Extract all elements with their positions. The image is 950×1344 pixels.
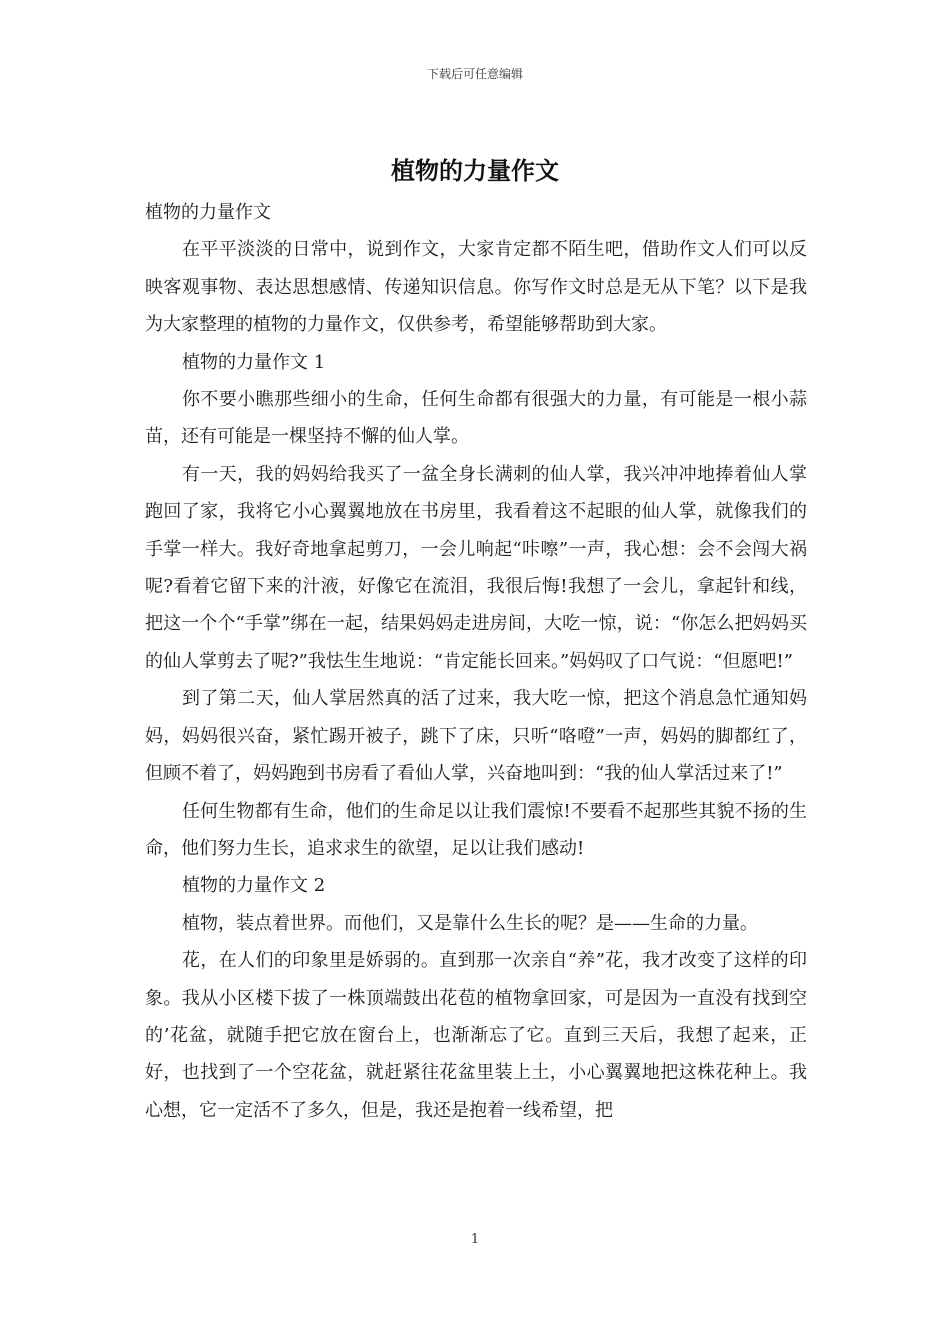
body-paragraph: 植物，装点着世界。而他们，又是靠什么生长的呢？是——生命的力量。 xyxy=(182,912,758,934)
body-paragraph: 任何生物都有生命，他们的生命足以让我们震惊!不要看不起那些其貌不扬的生命，他们努力生长，追求求生的欲望，足以让我们感动! xyxy=(145,800,807,859)
section-heading-2: 植物的力量作文 2 xyxy=(182,875,326,897)
body-paragraph: 花，在人们的印象里是娇弱的。直到那一次亲自“养”花，我才改变了这样的印象。我从小区楼下拔了一株顶端鼓出花苞的植物拿回家，可是因为一直没有找到空的’花盆，就随手把它放在窗台上，也渐渐忘了它。直到三天后，我想了起来，正好，也找到了一个空花盆，就赶紧往花盆里装上土，小心翼翼地把这株花种上。我心想，它一定活不了多久，但是，我还是抱着一线希望，把 xyxy=(145,950,807,1121)
document-title: 植物的力量作文 xyxy=(391,156,559,185)
intro-paragraph: 在平平淡淡的日常中，说到作文，大家肯定都不陌生吧，借助作文人们可以反映客观事物、表达思想感情、传递知识信息。你写作文时总是无从下笔？以下是我为大家整理的植物的力量作文，仅供参考，希望能够帮助到大家。 xyxy=(145,239,807,336)
body-paragraph: 到了第二天，仙人掌居然真的活了过来，我大吃一惊，把这个消息急忙通知妈妈，妈妈很兴奋，紧忙踢开被子，跳下了床，只听“咯噔”一声，妈妈的脚都红了，但顾不着了，妈妈跑到书房看了看仙人掌，兴奋地叫到：“我的仙人掌活过来了!” xyxy=(145,688,807,785)
section-heading-1: 植物的力量作文 1 xyxy=(182,351,326,373)
page-header-note: 下载后可任意编辑 xyxy=(426,67,523,81)
page-number: 1 xyxy=(470,1232,480,1247)
subtitle-paragraph: 植物的力量作文 xyxy=(145,202,271,223)
body-paragraph: 有一天，我的妈妈给我买了一盆全身长满刺的仙人掌，我兴冲冲地捧着仙人掌跑回了家，我将它小心翼翼地放在书房里，我看着这不起眼的仙人掌，就像我们的手掌一样大。我好奇地拿起剪刀，一会儿响起“咔嚓”一声，我心想：会不会闯大祸呢?看着它留下来的汁液，好像它在流泪，我很后悔!我想了一会儿，拿起针和线，把这一个个“手掌”绑在一起，结果妈妈走进房间，大吃一惊，说：“你怎么把妈妈买的仙人掌剪去了呢?”我怯生生地说：“肯定能长回来。”妈妈叹了口气说：“但愿吧!” xyxy=(145,463,807,672)
body-paragraph: 你不要小瞧那些细小的生命，任何生命都有很强大的力量，有可能是一根小蒜苗，还有可能是一棵坚持不懈的仙人掌。 xyxy=(145,389,807,448)
document-body xyxy=(145,194,807,1129)
